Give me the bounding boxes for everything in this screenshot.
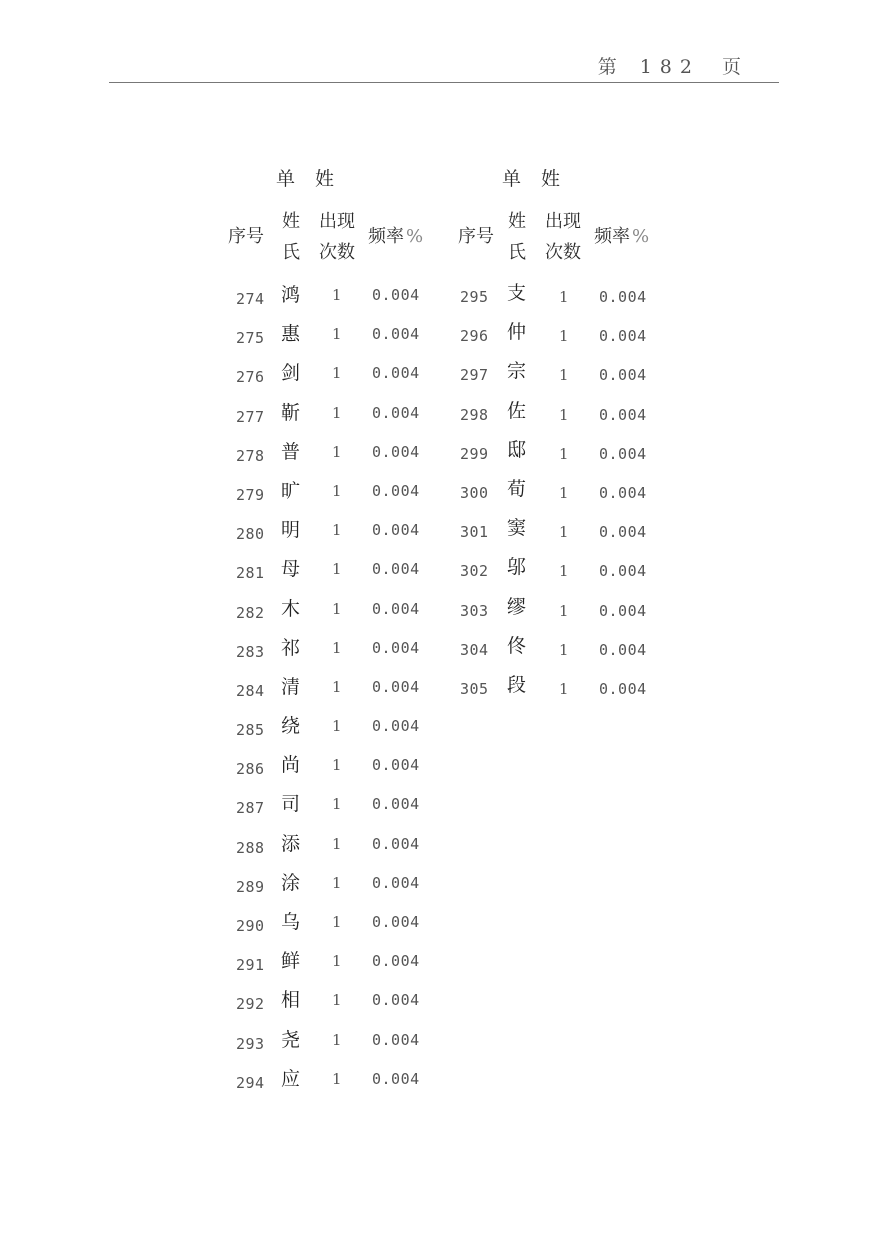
- row-freq: 0.004: [599, 483, 647, 502]
- header-name-line1: 姓: [508, 211, 526, 232]
- table-body: [222, 278, 452, 1101]
- table-row: [222, 552, 452, 591]
- table-row: [450, 474, 680, 513]
- table-row: [222, 592, 452, 631]
- page-prefix: 第: [597, 56, 618, 78]
- row-seq: 302: [460, 562, 489, 581]
- table-row: [222, 983, 452, 1022]
- table-row: [222, 866, 452, 905]
- row-seq: 305: [460, 679, 489, 698]
- row-seq: 291: [236, 956, 265, 975]
- table-row: [222, 787, 452, 826]
- row-seq: 293: [236, 1034, 265, 1053]
- row-seq: 285: [236, 721, 265, 740]
- header-freq-label: 频率: [368, 226, 404, 247]
- header-freq: [368, 221, 423, 252]
- row-count: 1: [559, 601, 569, 620]
- row-surname: 邬: [507, 556, 527, 579]
- row-count: 1: [332, 521, 342, 540]
- row-seq: 297: [460, 366, 489, 385]
- row-count: 1: [332, 481, 342, 500]
- table-row: [222, 356, 452, 395]
- row-seq: 301: [460, 523, 489, 542]
- row-seq: 275: [236, 329, 265, 348]
- header-freq-unit: %: [406, 226, 424, 247]
- table-row: [222, 1023, 452, 1062]
- row-surname: 添: [281, 832, 301, 855]
- row-freq: 0.004: [372, 795, 420, 814]
- table-row: [222, 396, 452, 435]
- row-seq: 278: [236, 446, 265, 465]
- table-row: [222, 670, 452, 709]
- row-count: 1: [559, 444, 569, 463]
- row-seq: 288: [236, 838, 265, 857]
- row-freq: 0.004: [372, 1069, 420, 1088]
- row-surname: 段: [507, 673, 527, 696]
- row-count: 1: [332, 364, 342, 383]
- row-surname: 剑: [281, 362, 301, 385]
- row-seq: 276: [236, 368, 265, 387]
- table-row: [222, 435, 452, 474]
- row-surname: 普: [281, 440, 301, 463]
- row-surname: 窦: [507, 517, 527, 540]
- row-freq: 0.004: [372, 481, 420, 500]
- row-count: 1: [332, 677, 342, 696]
- header-count-line2: 次数: [545, 242, 581, 263]
- row-count: 1: [559, 562, 569, 581]
- row-surname: 邸: [507, 438, 527, 461]
- row-freq: 0.004: [372, 677, 420, 696]
- row-count: 1: [332, 991, 342, 1010]
- row-surname: 鲜: [281, 950, 301, 973]
- row-freq: 0.004: [599, 444, 647, 463]
- row-surname: 木: [281, 597, 301, 620]
- row-count: 1: [332, 756, 342, 775]
- row-freq: 0.004: [372, 873, 420, 892]
- row-count: 1: [559, 523, 569, 542]
- row-freq: 0.004: [599, 327, 647, 346]
- table-row: [450, 670, 680, 709]
- row-seq: 284: [236, 681, 265, 700]
- row-freq: 0.004: [372, 560, 420, 579]
- header-name-line1: 姓: [282, 211, 300, 232]
- row-surname: 支: [507, 282, 527, 304]
- row-count: 1: [332, 325, 342, 344]
- page-suffix: 页: [721, 56, 742, 78]
- row-freq: 0.004: [372, 913, 420, 931]
- row-count: 1: [332, 599, 342, 618]
- header-name: [505, 206, 529, 268]
- row-freq: 0.004: [372, 834, 420, 853]
- row-freq: 0.004: [599, 288, 647, 306]
- row-count: 1: [332, 638, 342, 657]
- row-count: 1: [332, 913, 342, 931]
- row-seq: 298: [460, 405, 489, 424]
- header-count-line1: 出现: [319, 211, 355, 232]
- row-count: 1: [332, 717, 342, 736]
- header-name-line2: 氏: [282, 242, 300, 263]
- table-body: [450, 278, 680, 709]
- row-freq: 0.004: [599, 640, 647, 659]
- row-seq: 294: [236, 1073, 265, 1092]
- row-seq: 303: [460, 601, 489, 620]
- row-freq: 0.004: [599, 601, 647, 620]
- row-count: 1: [332, 795, 342, 814]
- row-count: 1: [332, 560, 342, 579]
- row-surname: 相: [281, 989, 301, 1012]
- header-freq-unit: %: [632, 226, 650, 247]
- row-freq: 0.004: [372, 286, 420, 304]
- table-row: [450, 592, 680, 631]
- row-surname: 应: [281, 1067, 301, 1090]
- table-row: [450, 278, 680, 317]
- table-row: [450, 631, 680, 670]
- header-rule: [109, 82, 779, 83]
- table-row: [222, 905, 452, 944]
- row-freq: 0.004: [372, 756, 420, 775]
- row-surname: 宗: [507, 360, 527, 383]
- header-freq: [594, 221, 649, 252]
- row-surname: 佐: [507, 399, 527, 422]
- row-seq: 280: [236, 525, 265, 544]
- row-surname: 尚: [281, 754, 301, 777]
- row-surname: 祁: [281, 636, 301, 659]
- header-name-line2: 氏: [508, 242, 526, 263]
- table-row: [222, 944, 452, 983]
- row-surname: 惠: [281, 323, 301, 346]
- row-freq: 0.004: [372, 717, 420, 736]
- row-freq: 0.004: [372, 403, 420, 422]
- table-row: [450, 356, 680, 395]
- row-count: 1: [559, 483, 569, 502]
- row-freq: 0.004: [372, 442, 420, 461]
- table-row: [222, 748, 452, 787]
- table-row: [222, 513, 452, 552]
- table-row: [222, 631, 452, 670]
- row-count: 1: [332, 286, 342, 304]
- row-count: 1: [559, 366, 569, 385]
- table-row: [450, 513, 680, 552]
- row-freq: 0.004: [599, 366, 647, 385]
- row-count: 1: [332, 952, 342, 971]
- table-row: [450, 317, 680, 356]
- row-seq: 296: [460, 327, 489, 346]
- header-count-line2: 次数: [319, 242, 355, 263]
- row-surname: 靳: [281, 401, 301, 424]
- header-count: [317, 206, 357, 268]
- row-freq: 0.004: [372, 599, 420, 618]
- header-name: [279, 206, 303, 268]
- row-surname: 清: [281, 675, 301, 698]
- row-count: 1: [332, 442, 342, 461]
- header-count-line1: 出现: [545, 211, 581, 232]
- row-count: 1: [332, 834, 342, 853]
- row-seq: 283: [236, 642, 265, 661]
- row-freq: 0.004: [372, 991, 420, 1010]
- page-number: 182: [639, 56, 700, 78]
- row-surname: 佟: [507, 634, 527, 657]
- group-title: 单姓: [276, 168, 355, 190]
- group-title: 单姓: [502, 168, 581, 190]
- table-row: [222, 827, 452, 866]
- row-surname: 涂: [281, 871, 301, 894]
- row-surname: 旷: [281, 479, 301, 502]
- row-surname: 绕: [281, 715, 301, 738]
- table-row: [222, 317, 452, 356]
- table-row: [222, 278, 452, 317]
- row-seq: 274: [236, 290, 265, 308]
- row-seq: 287: [236, 799, 265, 818]
- row-count: 1: [332, 403, 342, 422]
- row-freq: 0.004: [372, 364, 420, 383]
- row-surname: 司: [281, 793, 301, 816]
- row-surname: 尧: [281, 1028, 301, 1051]
- row-seq: 277: [236, 407, 265, 426]
- page-header: [598, 52, 742, 79]
- row-seq: 279: [236, 485, 265, 504]
- header-freq-label: 频率: [594, 226, 630, 247]
- row-count: 1: [332, 1069, 342, 1088]
- row-surname: 荀: [507, 477, 527, 500]
- row-seq: 295: [460, 288, 489, 306]
- table-row: [450, 552, 680, 591]
- row-seq: 299: [460, 444, 489, 463]
- row-count: 1: [559, 405, 569, 424]
- row-count: 1: [559, 640, 569, 659]
- row-surname: 缪: [507, 595, 527, 618]
- row-freq: 0.004: [599, 562, 647, 581]
- header-seq: 序号: [458, 226, 494, 247]
- row-surname: 仲: [507, 321, 527, 344]
- row-seq: 292: [236, 995, 265, 1014]
- header-count: [543, 206, 583, 268]
- row-freq: 0.004: [599, 405, 647, 424]
- row-seq: 300: [460, 483, 489, 502]
- row-count: 1: [559, 288, 569, 306]
- row-seq: 290: [236, 917, 265, 935]
- header-seq: 序号: [228, 226, 264, 247]
- row-freq: 0.004: [372, 952, 420, 971]
- row-count: 1: [332, 1030, 342, 1049]
- row-seq: 281: [236, 564, 265, 583]
- row-count: 1: [559, 327, 569, 346]
- row-count: 1: [559, 679, 569, 698]
- row-freq: 0.004: [372, 325, 420, 344]
- table-row: [222, 1062, 452, 1101]
- row-seq: 286: [236, 760, 265, 779]
- row-freq: 0.004: [372, 1030, 420, 1049]
- row-freq: 0.004: [599, 523, 647, 542]
- row-seq: 289: [236, 877, 265, 896]
- row-surname: 明: [281, 519, 301, 542]
- table-row: [450, 396, 680, 435]
- row-seq: 304: [460, 640, 489, 659]
- row-surname: 母: [281, 558, 301, 581]
- table-row: [222, 709, 452, 748]
- row-surname: 乌: [281, 911, 301, 933]
- table-row: [222, 474, 452, 513]
- row-freq: 0.004: [599, 679, 647, 698]
- row-seq: 282: [236, 603, 265, 622]
- row-freq: 0.004: [372, 638, 420, 657]
- table-row: [450, 435, 680, 474]
- row-freq: 0.004: [372, 521, 420, 540]
- row-surname: 鸿: [281, 284, 301, 306]
- row-count: 1: [332, 873, 342, 892]
